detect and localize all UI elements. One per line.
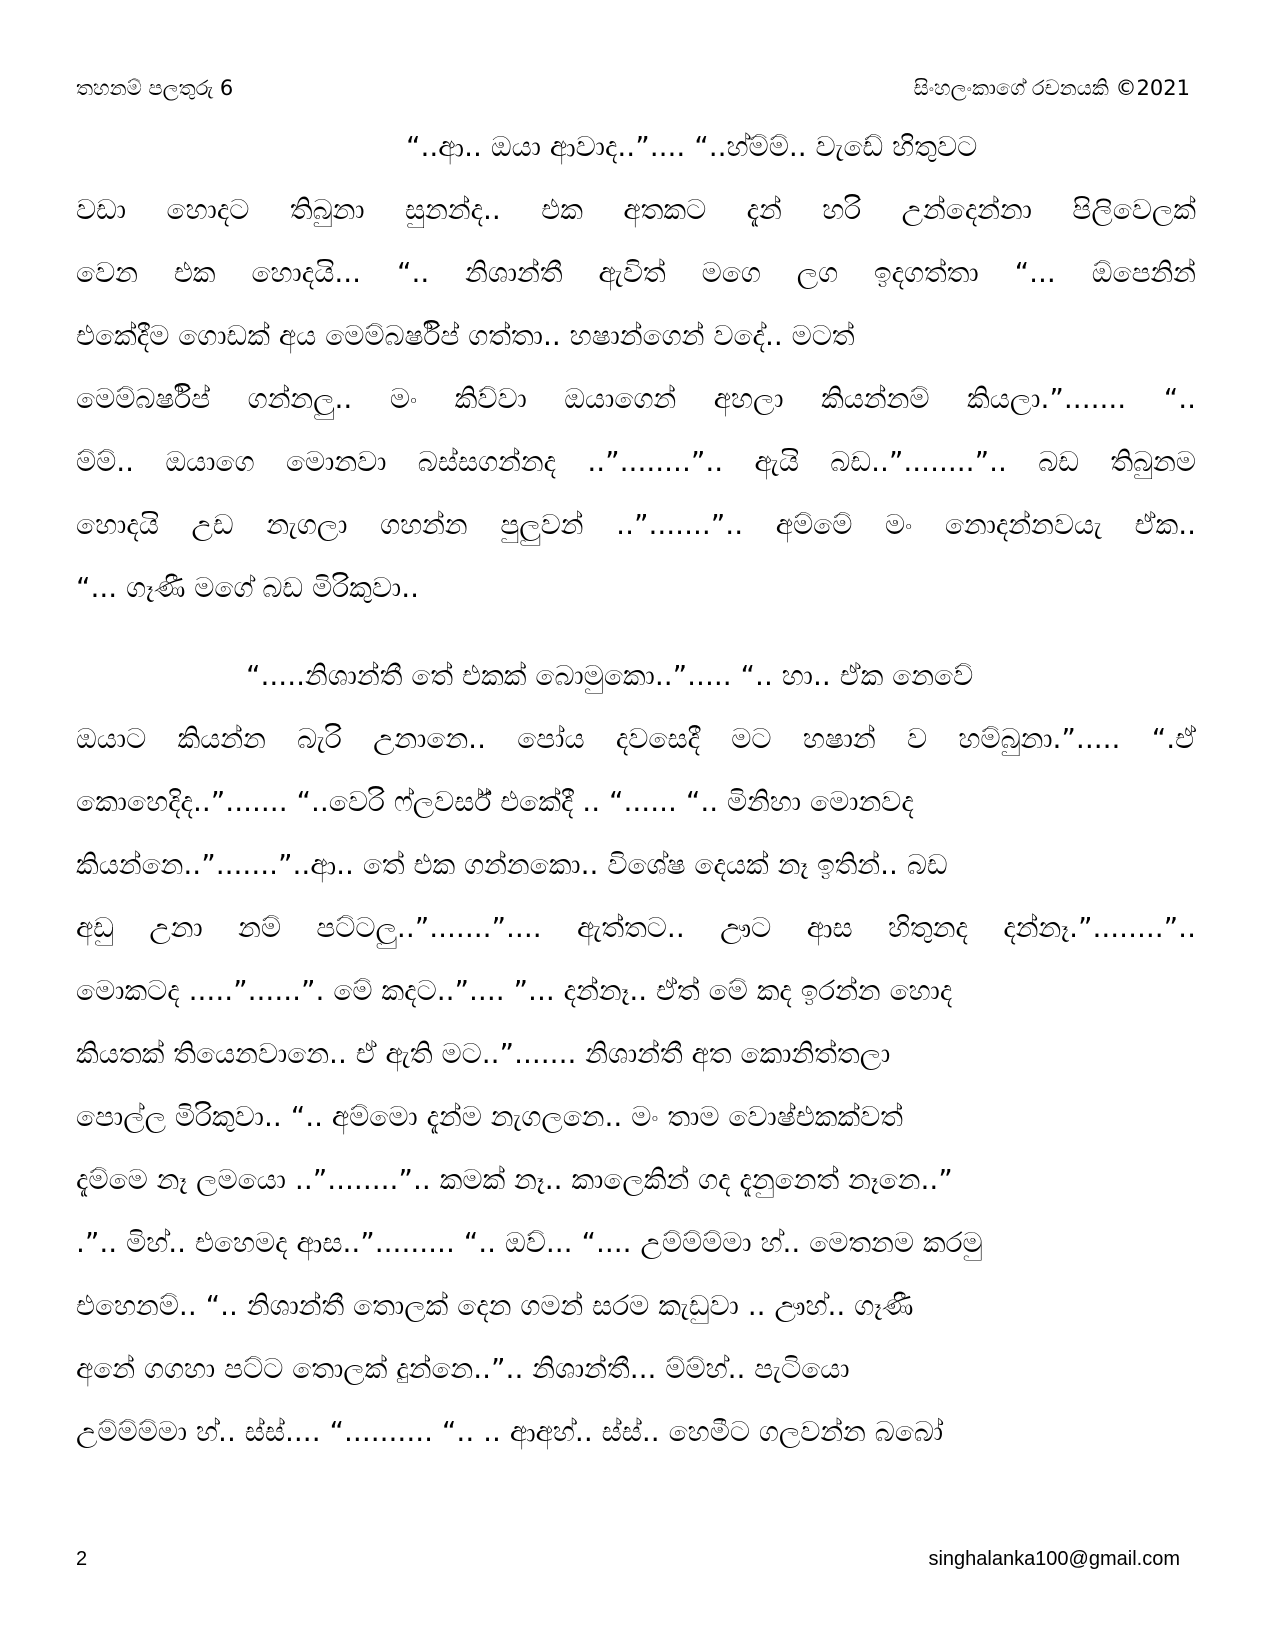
paragraph-1: [76, 115, 1196, 619]
footer-email: singhalanka100@gmail.com: [928, 1548, 1180, 1570]
text-line: අනේ ගගහා පට්ට තොලක් දුන්නෙ..”.. නිශාන්තී... ම්ම්හ්.. පැටියො: [76, 1352, 850, 1385]
text-line: අඩු උනා නම් පට්ටලු..”.......”.... ඇත්තට.. ඌට ආස හිතුනද දන්නෑ.”........”..: [76, 911, 1196, 944]
text-line: ම්ම්.. ඔයාගෙ මොනවා බස්සගන්නද ..”........”.. ඇයි බඩ..”........”.. බඩ තිබුනම: [76, 445, 1196, 478]
text-line: වඩා හොදට තිබුනා සුනන්ද.. එක අතකට දැන් හරි උන්දෙන්නා පිලිවෙලක්: [76, 193, 1196, 226]
text-line: එකේදීම ගොඩක් අය මෙම්බර්ෂිප් ගත්තා.. හෂාන්ගෙන් වදේ.. මටත්: [76, 319, 855, 352]
text-line: ඔයාට කියන්න බැරි උනානෙ.. පෝය දවසෙදී මට හෂාන් ව හම්බුනා.”..... “.ඒ: [76, 722, 1196, 755]
text-line: හොදයි උඩ නැගලා ගහන්න පුලුවන් ..”.......”.. අම්මේ මං නොදන්නවයැ ඒක..: [76, 508, 1196, 541]
text-line: කියන්නෙ..”.......”..ආ.. තේ එක ගන්නකො.. විශේෂ දෙයක් නෑ ඉතින්.. බඩ: [76, 848, 948, 881]
text-line: .”.. මිහ්.. එහෙමද ආස..”......... “.. ඔව්... “.... උම්ම්ම්මා හ්.. මෙතනම කරමු: [76, 1226, 983, 1259]
paragraph-2: [76, 644, 1196, 1463]
text-line: මෙම්බර්ෂිප් ගන්නලු.. මං කිව්වා ඔයාගෙන් අහලා කියන්නම් කියලා.”....... “..: [76, 382, 1196, 415]
text-line: එහෙනම්.. “.. නිශාන්තී තොලක් දෙන ගමන් සරම කැඩුවා .. ඌහ්.. ගෑණී: [76, 1289, 914, 1322]
text-line: “.....නිශාන්තී තේ එකක් බොමුකො..”..... “.. හා.. ඒක නෙවේ: [246, 659, 974, 692]
text-line: පොල්ල මිරිකුවා.. “.. අම්මො දැන්ම නැගලනෙ.. මං තාම වොෂ්එකක්වත්: [76, 1100, 904, 1133]
header-title: තහනම් පලතුරු 6: [76, 76, 234, 100]
page-number: 2: [76, 1548, 88, 1570]
text-line: මොකටද .....”......”. මේ කදට..”.... ”... දන්නෑ.. ඒත් මේ කද ඉරන්න හොද: [76, 974, 953, 1007]
text-line: කොහෙදිද..”....... “..වෙරි ෆ්ලවර්ස් එකේදී .. “...... “.. මිනිහා මොනවද: [76, 785, 914, 818]
text-line: වෙන එක හොදයි... “.. නිශාන්තී ඇවිත් මගෙ ලග ඉදගත්තා “... ඕපෙනින්: [76, 256, 1196, 289]
text-line: “... ගෑණී මගේ බඩ මිරිකුවා..: [76, 571, 419, 604]
text-line: “..ආ.. ඔයා ආවාද..”.... “..හ්ම්ම්.. වැඩේ හිතුවට: [406, 130, 978, 163]
header-copyright: සිංහලංකාගේ රචනයකි ©2021: [913, 76, 1190, 100]
text-line: උම්ම්ම්මා හ්.. ස්ස්.... “.......... “.. .. ආඅහ්.. ස්ස්.. හෙමීට ගලවන්න බබෝ: [76, 1415, 944, 1448]
text-line: දැම්මෙ නෑ ලමයො ..”........”.. කමක් නෑ.. කාලෙකින් ගද දැනුනෙත් නෑනෙ..”: [76, 1163, 953, 1196]
text-line: කියතක් තියෙනවානෙ.. ඒ ඇති මට..”....... නිශාන්තී අත කොනිත්තලා: [76, 1037, 891, 1070]
